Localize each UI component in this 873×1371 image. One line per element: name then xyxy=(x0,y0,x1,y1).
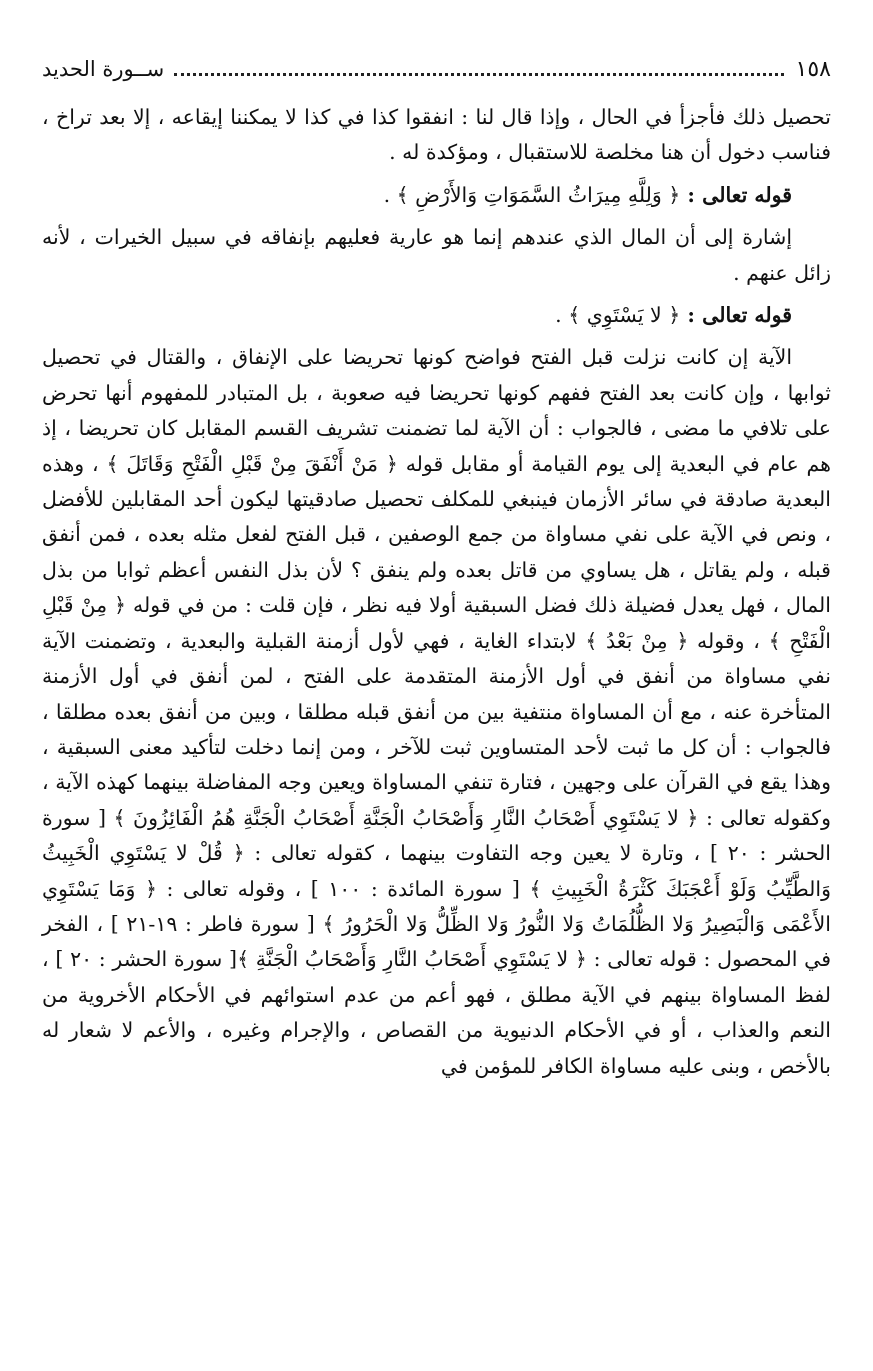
page-header xyxy=(42,56,831,100)
header-dotted-rule xyxy=(174,63,783,76)
quran-quote: ﴿ وَمَا يَسْتَوِي الأَعْمَى وَالْبَصِيرُ وَلا الظُّلُمَاتُ وَلا النُّورُ وَلا الظِّلُّ وَلا الْحَرُورُ ﴾ xyxy=(42,876,831,936)
quran-quote: ﴿ لا يَسْتَوِي أَصْحَابُ النَّارِ وَأَصْحَابُ الْجَنَّةِ ﴾ xyxy=(237,947,587,972)
quran-quote: ﴿ وَلِلَّهِ مِيرَاثُ السَّمَوَاتِ وَالأَرْضِ ﴾ xyxy=(396,182,681,207)
commentary-text: لابتداء الغاية ، فهي لأول أزمنة القبلية والبعدية ، وتضمنت الآية نفي مساواة من أنفق في أول الأزمنة المتقدمة على الفتح ، لمن أنفق في أول الأزمنة المتأخرة عنه ، مع أن المساواة منتفية بين من أنفق قبله مطلقا ، وبين من أنفق بعده مطلقا ، فالجواب : أن كل ما ثبت لأحد المتساوين ثبت للآخر ، ومن إنما دخلت لتأكيد معنى السبقية ، وهذا يقع في القرآن على وجهين ، فتارة تنفي المساواة ويعين وجه المفاضلة بينهما كهذه الآية ، وكقوله تعالى : xyxy=(42,628,831,830)
surah-reference: [ سورة الحشر : ٢٠ ] xyxy=(42,805,832,866)
commentary-text: ، لفظ المساواة بينهم في الآية مطلق ، فهو أعم من عدم استوائهم في الأحكام الأخروية من النعم والعذاب ، أو في الأحكام الدنيوية من القصاص ، والإجرام وغيره ، والأعم لا شعار له بالأخص ، وبنى عليه مساواة الكافر للمؤمن في xyxy=(42,947,831,1078)
paragraph-1 xyxy=(42,100,831,171)
commentary-text: ، وقوله xyxy=(688,628,769,653)
commentary-text: الآية إن كانت نزلت قبل الفتح فواضح كونها تحريضا على الإنفاق ، والقتال في تحصيل ثوابها ، وإن كانت بعد الفتح ففهم كونها تحريضا فيه صعوبة ، بل المتبادر للمفهوم أنها تحرض على تلافي ما مضى ، فالجواب : أن الآية لما تضمنت تشريف القسم المقابل كان تحريضا ، إذ هم عام في البعدية إلى يوم القيامة أو مقابل قوله xyxy=(42,345,831,476)
quran-quote: ﴿ مِنْ قَبْلِ الْفَتْحِ ﴾ xyxy=(42,593,831,653)
surah-reference: [ سورة فاطر : ١٩-٢١ ] xyxy=(103,911,323,936)
quran-quote: ﴿ لا يَسْتَوِي أَصْحَابُ النَّارِ وَأَصْحَابُ الْجَنَّةِ أَصْحَابُ الْجَنَّةِ هُمُ الْفَائِزُونَ ﴾ xyxy=(113,805,699,830)
surah-reference: [ سورة المائدة : ١٠٠ ] xyxy=(301,876,530,901)
commentary-text: ، وهذه البعدية صادقة في سائر الأزمان فينبغي للمكلف تحصيل صادقيتها ليكون أحد المقابلين للأفضل ، ونص في الآية على نفي مساواة من جمع الوصفين ، قبل الفتح لفعل مثله بعده ، فمن أنفق قبله ، ولم يقاتل ، هل يساوي من قاتل بعده ولم ينفق ؟ لأن بذل النفس أعظم ثوابا من بذل المال ، فهل يعدل فضيلة ذلك فضل السبقية أولا فيه نظر ، فإن قلت : من في قوله xyxy=(42,451,831,618)
commentary-text: . xyxy=(383,182,397,207)
surah-reference: [ سورة الحشر : ٢٠ ] xyxy=(48,947,238,972)
commentary-text: . xyxy=(555,303,569,328)
verse-heading: قوله تعالى : xyxy=(680,182,793,207)
commentary-text: ، وقوله تعالى : xyxy=(156,876,302,901)
paragraph-3 xyxy=(42,220,831,291)
quran-quote: ﴿ مِنْ بَعْدُ ﴾ xyxy=(585,628,689,653)
commentary-text: ، وتارة لا يعين وجه التفاوت بينهما ، كقوله تعالى : xyxy=(244,841,701,866)
paragraph-2 xyxy=(42,178,831,213)
paragraph-5 xyxy=(42,340,831,1084)
quran-quote: ﴿ مَنْ أَنْفَقَ مِنْ قَبْلِ الْفَتْحِ وَقَاتَلَ ﴾ xyxy=(106,451,398,476)
running-title: ســورة الحديد xyxy=(42,57,165,81)
commentary-text: تحصيل ذلك فأجزأ في الحال ، وإذا قال لنا : انفقوا كذا في كذا لا يمكننا إيقاعه ، إلا بعد تراخ ، فناسب دخول أن هنا مخلصة للاستقبال ، ومؤكدة له . xyxy=(42,105,831,165)
verse-heading: قوله تعالى : xyxy=(680,303,793,328)
body-text xyxy=(42,100,831,1084)
quran-quote: ﴿ قُلْ لا يَسْتَوِي الْخَبِيثُ وَالطَّيِّبُ وَلَوْ أَعْجَبَكَ كَثْرَةُ الْخَبِيثِ ﴾ xyxy=(42,841,832,901)
commentary-text: إشارة إلى أن المال الذي عندهم إنما هو عارية فعليهم بإنفاقه في سبيل الخيرات ، لأنه زائل عنهم . xyxy=(42,225,831,285)
quran-quote: ﴿ لا يَسْتَوِي ﴾ xyxy=(568,303,681,328)
paragraph-4 xyxy=(42,298,831,333)
page-number: ١٥٨ xyxy=(795,57,831,82)
commentary-text: ، الفخر في المحصول : قوله تعالى : xyxy=(42,911,832,972)
